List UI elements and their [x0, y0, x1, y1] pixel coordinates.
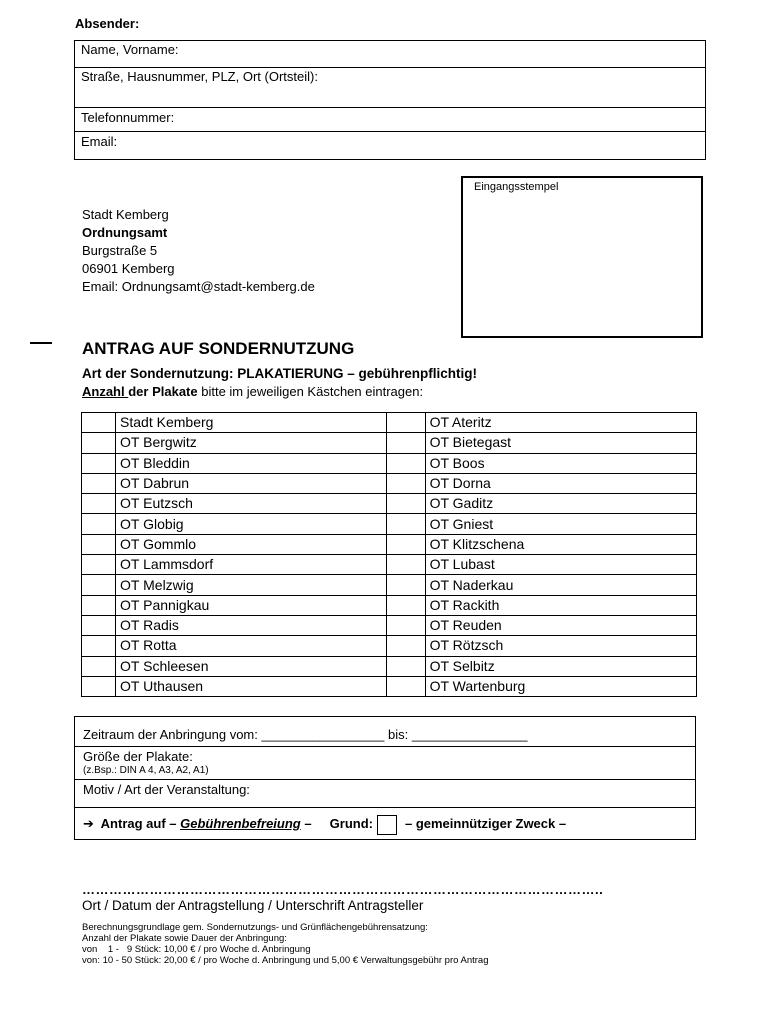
table-row: [82, 413, 697, 433]
arrow-icon: ➔: [83, 816, 94, 831]
signature-line[interactable]: ……………………………………………………………………………………………………..: [82, 882, 604, 897]
signature-label: Ort / Datum der Antragstellung / Unterschrift Antragsteller: [82, 898, 424, 913]
recipient-street: Burgstraße 5: [82, 243, 158, 258]
fee-note: Anzahl der Plakate sowie Dauer der Anbringung:: [82, 933, 287, 944]
size-label: Größe der Plakate:: [83, 749, 193, 764]
count-box[interactable]: [82, 676, 116, 696]
count-box[interactable]: [82, 514, 116, 534]
count-box[interactable]: [387, 656, 425, 676]
instruction-underlined: Anzahl: [82, 384, 129, 399]
district-name: OT Ateritz: [425, 413, 696, 433]
district-name: OT Lubast: [425, 555, 696, 575]
district-name: OT Bietegast: [425, 433, 696, 453]
count-box[interactable]: [82, 575, 116, 595]
district-name: OT Dorna: [425, 473, 696, 493]
count-box[interactable]: [387, 575, 425, 595]
table-row: [82, 615, 697, 635]
fee-note: von 1 - 9 Stück: 10,00 € / pro Woche d. Anbringung: [82, 944, 311, 955]
district-name: OT Gniest: [425, 514, 696, 534]
district-name: OT Schleesen: [116, 656, 387, 676]
reason-text: – gemeinnütziger Zweck –: [404, 816, 567, 831]
district-name: OT Pannigkau: [116, 595, 387, 615]
table-row: [82, 433, 697, 453]
email-field[interactable]: [75, 132, 705, 159]
count-box[interactable]: [82, 453, 116, 473]
fold-mark: [30, 342, 52, 344]
fee-note: von: 10 - 50 Stück: 20,00 € / pro Woche d. Anbringung und 5,00 € Verwaltungsgebühr pro Antrag: [82, 955, 489, 966]
district-name: OT Selbitz: [425, 656, 696, 676]
district-name: OT Gommlo: [116, 534, 387, 554]
count-box[interactable]: [387, 433, 425, 453]
district-name: OT Bleddin: [116, 453, 387, 473]
districts-table: [81, 412, 697, 697]
district-name: OT Rotta: [116, 636, 387, 656]
count-box[interactable]: [387, 595, 425, 615]
district-name: OT Rötzsch: [425, 636, 696, 656]
count-box[interactable]: [387, 636, 425, 656]
district-name: OT Gaditz: [425, 494, 696, 514]
district-name: OT Dabrun: [116, 473, 387, 493]
recipient-city: Stadt Kemberg: [82, 207, 169, 222]
district-name: OT Naderkau: [425, 575, 696, 595]
instruction-rest: bitte im jeweiligen Kästchen eintragen:: [197, 384, 424, 399]
name-field[interactable]: [75, 41, 705, 68]
size-example: (z.Bsp.: DIN A 4, A3, A2, A1): [83, 765, 209, 776]
table-row: [82, 595, 697, 615]
count-box[interactable]: [82, 636, 116, 656]
district-name: OT Reuden: [425, 615, 696, 635]
reason-checkbox[interactable]: [377, 815, 397, 835]
details-box: [74, 716, 696, 840]
count-box[interactable]: [387, 555, 425, 575]
form-title: ANTRAG AUF SONDERNUTZUNG: [82, 339, 355, 358]
sender-box: [74, 40, 706, 160]
district-name: Stadt Kemberg: [116, 413, 387, 433]
recipient-office: Ordnungsamt: [82, 225, 168, 240]
table-row: [82, 555, 697, 575]
table-row: [82, 656, 697, 676]
fee-note: Berechnungsgrundlage gem. Sondernutzungs- und Grünflächengebührensatzung:: [82, 922, 428, 933]
phone-field[interactable]: [75, 108, 705, 132]
count-box[interactable]: [387, 473, 425, 493]
period-label: Zeitraum der Anbringung vom: _________________ bis: ________________: [83, 727, 528, 742]
exemption-suffix: –: [300, 816, 312, 831]
email-field-label: Email:: [81, 134, 118, 149]
receipt-stamp-box: [461, 176, 703, 338]
district-name: OT Melzwig: [116, 575, 387, 595]
size-field[interactable]: [75, 747, 695, 780]
stamp-label: Eingangsstempel: [474, 181, 559, 193]
table-row: [82, 494, 697, 514]
table-row: [82, 453, 697, 473]
count-box[interactable]: [387, 514, 425, 534]
district-name: OT Radis: [116, 615, 387, 635]
period-field[interactable]: [75, 717, 695, 747]
count-box[interactable]: [82, 595, 116, 615]
count-box[interactable]: [82, 413, 116, 433]
district-name: OT Bergwitz: [116, 433, 387, 453]
address-field-label: Straße, Hausnummer, PLZ, Ort (Ortsteil):: [81, 69, 318, 84]
fee-notes: [82, 922, 489, 966]
district-name: OT Uthausen: [116, 676, 387, 696]
count-box[interactable]: [82, 555, 116, 575]
table-row: [82, 514, 697, 534]
table-row: [82, 676, 697, 696]
recipient-address: [82, 206, 315, 296]
motif-field[interactable]: [75, 780, 695, 808]
district-name: OT Wartenburg: [425, 676, 696, 696]
count-box[interactable]: [82, 615, 116, 635]
count-box[interactable]: [387, 453, 425, 473]
count-box[interactable]: [82, 494, 116, 514]
district-name: OT Eutzsch: [116, 494, 387, 514]
exemption-link: Gebührenbefreiung: [180, 816, 301, 831]
form-instruction: [82, 384, 423, 399]
phone-field-label: Telefonnummer:: [81, 110, 175, 125]
motif-label: Motiv / Art der Veranstaltung:: [83, 782, 250, 797]
district-name: OT Klitzschena: [425, 534, 696, 554]
name-field-label: Name, Vorname:: [81, 42, 179, 57]
recipient-email: Email: Ordnungsamt@stadt-kemberg.de: [82, 279, 315, 294]
count-box[interactable]: [387, 615, 425, 635]
district-name: OT Globig: [116, 514, 387, 534]
table-row: [82, 534, 697, 554]
count-box[interactable]: [387, 676, 425, 696]
recipient-zip-city: 06901 Kemberg: [82, 261, 175, 276]
sender-label: Absender:: [75, 16, 140, 31]
table-row: [82, 473, 697, 493]
district-name: OT Rackith: [425, 595, 696, 615]
count-box[interactable]: [387, 494, 425, 514]
count-box[interactable]: [82, 433, 116, 453]
exemption-prefix: Antrag auf –: [100, 816, 181, 831]
table-row: [82, 575, 697, 595]
count-box[interactable]: [82, 656, 116, 676]
district-name: OT Lammsdorf: [116, 555, 387, 575]
form-subtitle: Art der Sondernutzung: PLAKATIERUNG – gebührenpflichtig!: [82, 366, 477, 381]
instruction-bold: der Plakate: [128, 384, 198, 399]
count-box[interactable]: [387, 534, 425, 554]
table-row: [82, 636, 697, 656]
count-box[interactable]: [82, 473, 116, 493]
count-box[interactable]: [82, 534, 116, 554]
exemption-row: [75, 808, 695, 841]
address-field[interactable]: [75, 68, 705, 108]
district-name: OT Boos: [425, 453, 696, 473]
reason-label: Grund:: [329, 816, 373, 831]
count-box[interactable]: [387, 413, 425, 433]
